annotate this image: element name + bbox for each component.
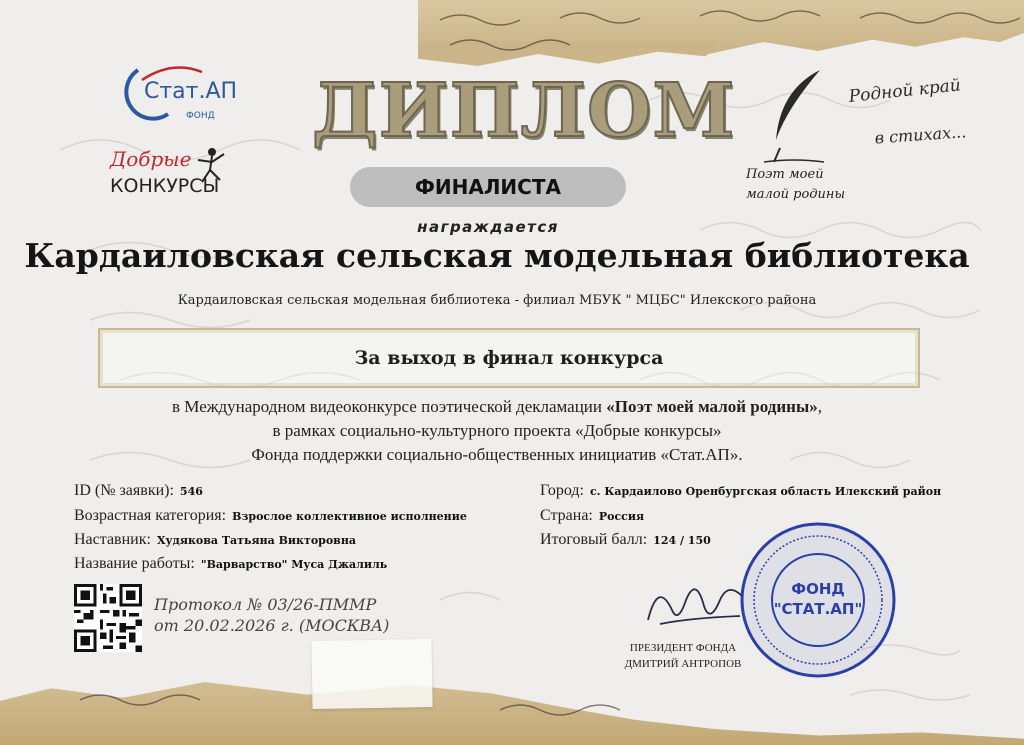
field-country-label: Страна: — [540, 507, 593, 524]
field-id — [74, 482, 203, 500]
description-line-3: Фонда поддержки социально-общественных инициатив «Стат.АП». — [251, 445, 743, 464]
description-line-1-suffix: , — [817, 397, 822, 416]
dobrye-logo-top: Добрые — [110, 147, 192, 171]
dobrye-logo-bottom: КОНКУРСЫ — [110, 175, 220, 197]
quill-icon — [764, 70, 824, 162]
rodnoy-logo-line1: Родной край — [847, 75, 962, 107]
field-mentor-value: Худякова Татьяна Викторовна — [156, 534, 357, 547]
president-name: ДМИТРИЙ АНТРОПОВ — [624, 658, 742, 670]
rodnoy-krai-logo — [845, 64, 1005, 154]
description-line-1 — [0, 397, 994, 417]
contest-name: «Поэт моей малой родины» — [606, 397, 818, 416]
president-signature-block — [608, 640, 758, 672]
statap-logo-sub: ФОНД — [186, 111, 215, 121]
field-work-title — [74, 555, 387, 573]
stamp-line2: "СТАТ.АП" — [773, 600, 863, 618]
field-score — [540, 531, 711, 549]
stamp-line1: ФОНД — [791, 580, 845, 598]
recipient-details: Кардаиловская сельская модельная библиотека - филиал МБУК " МЦБС" Илекского района — [177, 293, 817, 308]
protocol-date: от 20.02.2026 г. (МОСКВА) — [154, 616, 390, 635]
field-id-label: ID (№ заявки): — [74, 482, 174, 499]
field-age-category-label: Возрастная категория: — [74, 507, 227, 524]
award-reason: За выход в финал конкурса — [354, 347, 664, 369]
finalist-badge: ФИНАЛИСТА — [350, 167, 626, 207]
statap-logo — [108, 50, 238, 130]
field-country — [540, 507, 644, 525]
field-mentor-label: Наставник: — [74, 531, 151, 548]
field-age-category-value: Взрослое коллективное исполнение — [232, 510, 467, 523]
protocol-info — [154, 594, 389, 636]
field-score-value: 124 / 150 — [653, 534, 711, 547]
signature — [640, 580, 750, 640]
awarded-label: награждается — [417, 218, 559, 236]
rodnoy-logo-line2: в стихах... — [874, 122, 967, 148]
field-city-label: Город: — [540, 482, 584, 499]
statap-logo-text: Стат.АП — [144, 79, 238, 104]
description-line-2: в рамках социально-культурного проекта «Добрые конкурсы» — [272, 421, 722, 440]
award-reason-box — [98, 328, 920, 388]
diploma-title: ДИПЛОМ — [312, 68, 736, 154]
description-line-1-prefix: в Международном видеоконкурсе поэтической декламации — [172, 397, 607, 416]
recipient-name: Кардаиловская сельская модельная библиотека — [24, 236, 970, 275]
poet-logo — [740, 66, 860, 206]
field-work-title-value: "Варварство" Муса Джалиль — [200, 558, 388, 571]
field-id-value: 546 — [179, 485, 203, 498]
foundation-stamp — [738, 520, 898, 680]
president-title: ПРЕЗИДЕНТ ФОНДА — [629, 642, 737, 654]
protocol-number: Протокол № 03/26-ПММР — [154, 595, 377, 614]
field-mentor — [74, 531, 356, 549]
qr-code[interactable] — [74, 584, 142, 652]
field-city — [540, 482, 941, 500]
field-score-label: Итоговый балл: — [540, 531, 648, 548]
field-country-value: Россия — [598, 510, 645, 523]
field-work-title-label: Название работы: — [74, 555, 195, 572]
poet-logo-line1: Поэт моей — [746, 167, 824, 182]
dobrye-konkursy-logo — [108, 144, 238, 200]
field-age-category — [74, 507, 467, 525]
poet-logo-line2: малой родины — [746, 187, 846, 202]
field-city-value: с. Кардаилово Оренбургская область Илекский район — [589, 485, 942, 498]
